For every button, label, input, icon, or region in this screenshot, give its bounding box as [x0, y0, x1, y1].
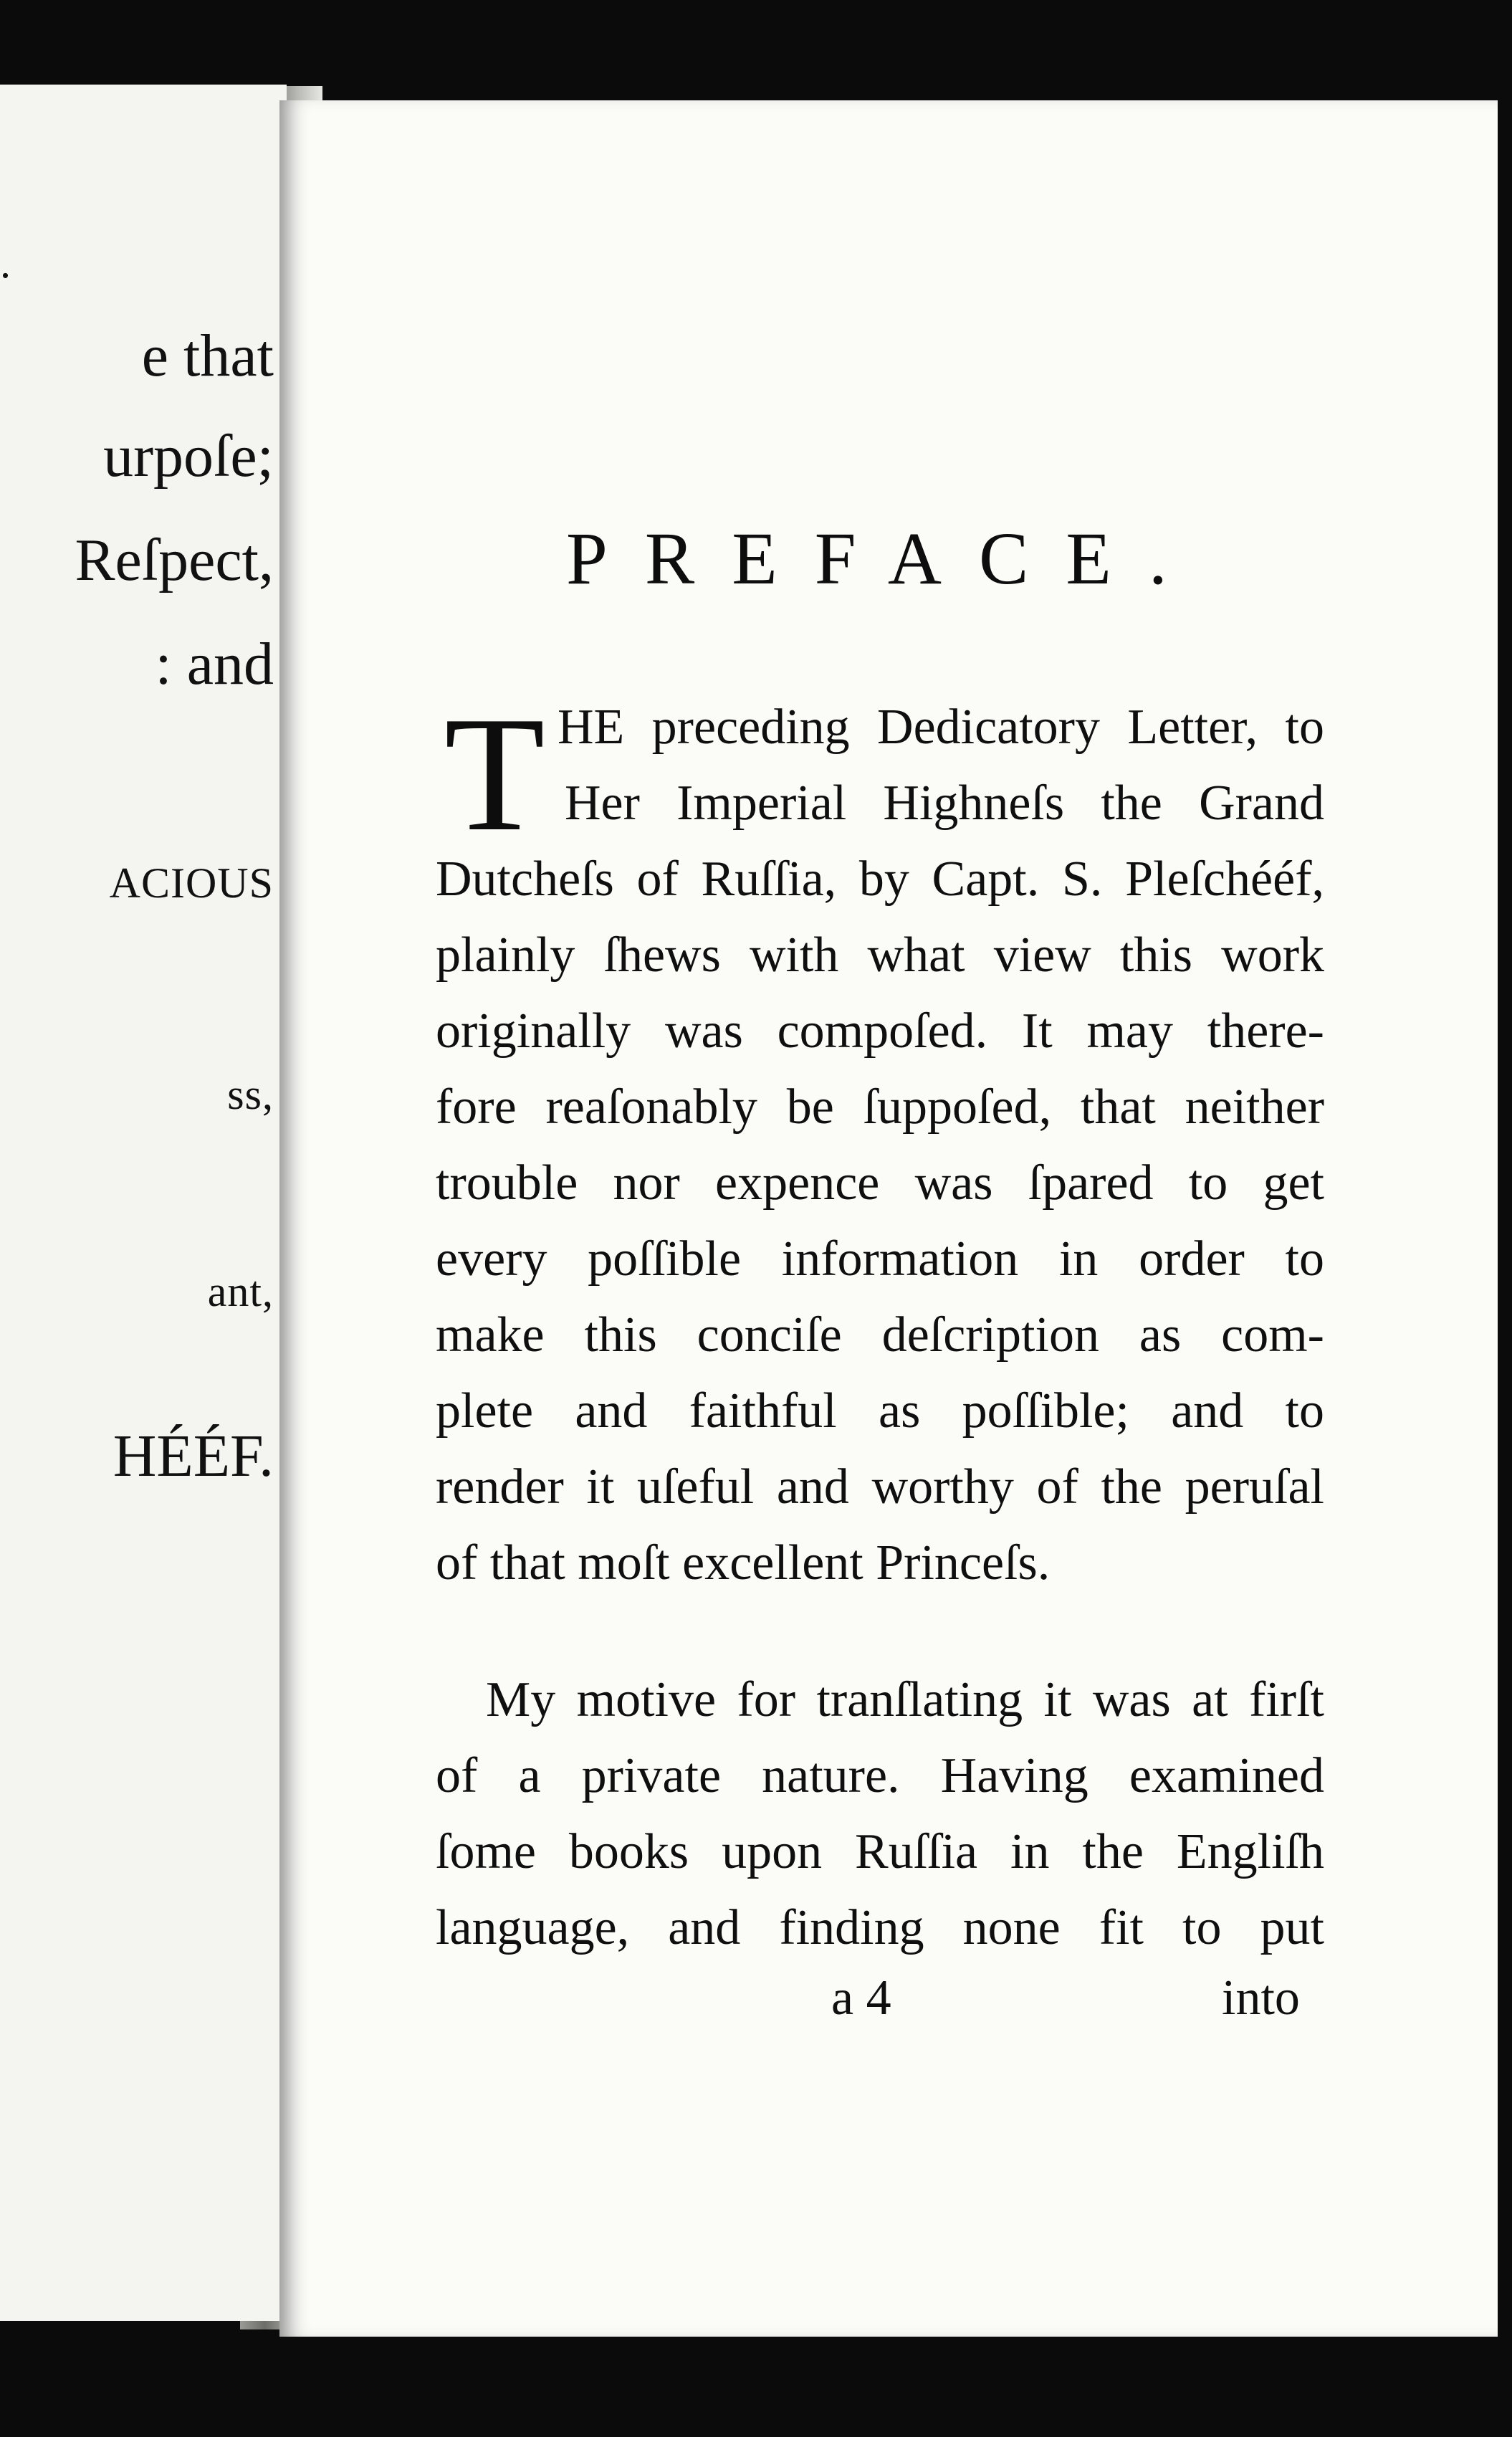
- left-page-line: ACIOUS: [109, 859, 274, 907]
- text-line: Dutcheſs of Ruſſia, by Capt. S. Pleſchééf,: [436, 852, 1324, 907]
- catchword: into: [1222, 1970, 1300, 2026]
- text-line: plainly ſhews with what view this work: [436, 927, 1324, 983]
- left-page: [0, 85, 287, 2321]
- text-line: plete and faithful as poſſible; and to: [436, 1383, 1324, 1439]
- text-line: render it uſeful and worthy of the peruſal: [436, 1459, 1324, 1515]
- text-line: trouble nor expence was ſpared to get: [436, 1155, 1324, 1211]
- text-line: fore reaſonably be ſuppoſed, that neither: [436, 1079, 1324, 1135]
- text-line: originally was compoſed. It may there-: [436, 1003, 1324, 1059]
- text-line: make this conciſe deſcription as com-: [436, 1307, 1324, 1363]
- text-line: language, and finding none fit to put: [436, 1900, 1324, 1955]
- text-line: HE preceding Dedicatory Letter, to: [558, 700, 1324, 755]
- page-title: PREFACE.: [566, 518, 1205, 600]
- drop-cap: T: [444, 682, 545, 865]
- left-page-line: HÉÉF.: [113, 1423, 274, 1489]
- left-page-line: urpoſe;: [103, 423, 274, 490]
- text-line: My motive for tranſlating it was at firſt: [486, 1672, 1324, 1727]
- text-line: of that moſt excellent Princeſs.: [436, 1535, 1051, 1591]
- left-page-line: : and: [155, 631, 274, 697]
- left-page-line: Reſpect,: [75, 527, 274, 593]
- left-page-line: ss,: [227, 1071, 274, 1118]
- signature-mark: a 4: [831, 1970, 891, 2026]
- left-page-line: .: [0, 239, 11, 287]
- left-page-line: ant,: [207, 1268, 274, 1315]
- text-line: every poſſible information in order to: [436, 1231, 1324, 1287]
- text-line: Her Imperial Highneſs the Grand: [565, 776, 1324, 831]
- text-line: of a private nature. Having examined: [436, 1748, 1324, 1803]
- left-page-line: e that: [141, 323, 274, 389]
- text-line: ſome books upon Ruſſia in the Engliſh: [436, 1824, 1324, 1879]
